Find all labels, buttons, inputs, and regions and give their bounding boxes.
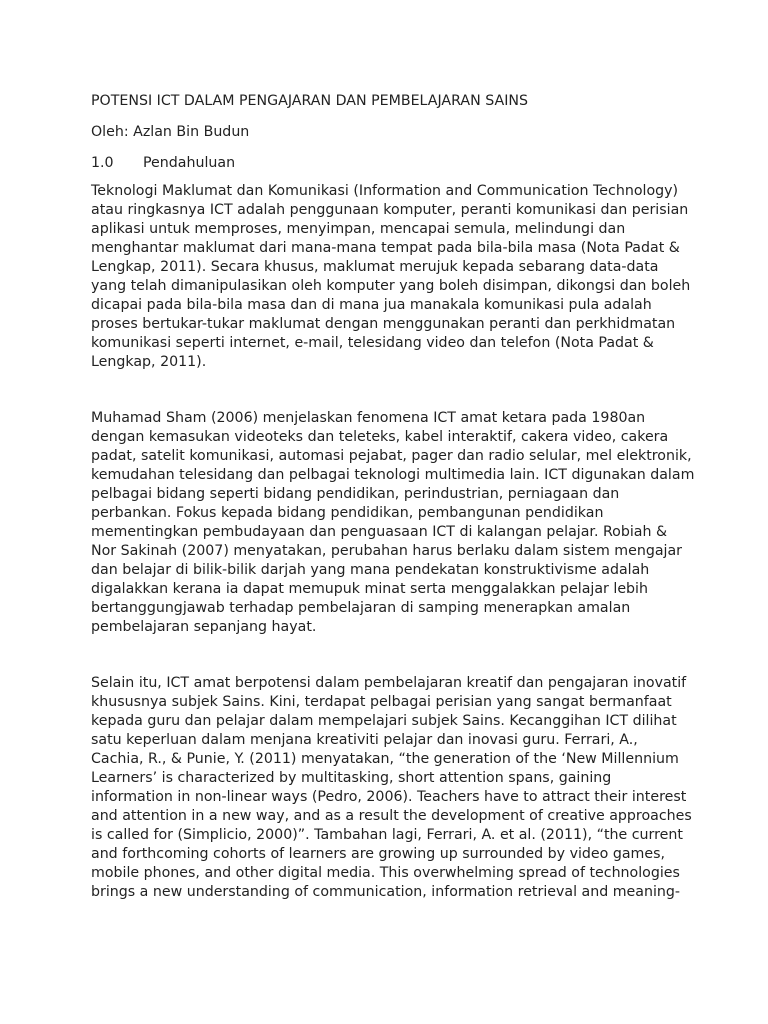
paragraph-line: proses bertukar-tukar maklumat dengan menggunakan peranti dan perkhidmatan	[91, 316, 676, 332]
paragraph-line: khususnya subjek Sains. Kini, terdapat pelbagai perisian yang sangat bermanfaat	[91, 694, 672, 710]
paragraph-line: yang telah dimanipulasikan oleh komputer yang boleh disimpan, dikongsi dan boleh	[91, 278, 691, 294]
paragraph-line: and forthcoming cohorts of learners are growing up surrounded by video games,	[91, 846, 665, 862]
paragraph-line: kepada guru dan pelajar dalam mempelajari subjek Sains. Kecanggihan ICT dilihat	[91, 713, 677, 729]
paragraph-line: and attention in a new way, and as a result the development of creative approaches	[91, 808, 692, 824]
paragraph-line: kemudahan telesidang dan pelbagai teknologi multimedia lain. ICT digunakan dalam	[91, 467, 695, 483]
paragraph-line: mementingkan pembudayaan dan penguasaan ICT di kalangan pelajar. Robiah &	[91, 524, 668, 540]
paragraph-line: dengan kemasukan videoteks dan teleteks, kabel interaktif, cakera video, cakera	[91, 429, 669, 445]
paragraph-line: bertanggungjawab terhadap pembelajaran di samping menerapkan amalan	[91, 600, 631, 616]
paragraph-line: digalakkan kerana ia dapat memupuk minat serta menggalakkan pelajar lebih	[91, 581, 648, 597]
document-body	[91, 92, 695, 902]
section-number: 1.0	[91, 155, 114, 171]
paragraph-line: Lengkap, 2011).	[91, 354, 207, 370]
paragraph-1	[91, 182, 691, 372]
paragraph-line: Cachia, R., & Punie, Y. (2011) menyatakan, “the generation of the ‘New Millennium	[91, 751, 679, 767]
paragraph-line: pelbagai bidang seperti bidang pendidikan, perindustrian, perniagaan dan	[91, 486, 620, 502]
paragraph-line: Nor Sakinah (2007) menyatakan, perubahan harus berlaku dalam sistem mengajar	[91, 543, 682, 559]
paragraph-line: pembelajaran sepanjang hayat.	[91, 619, 317, 635]
paragraph-line: Selain itu, ICT amat berpotensi dalam pembelajaran kreatif dan pengajaran inovatif	[91, 675, 687, 691]
paragraph-3	[91, 674, 691, 902]
paragraph-line: padat, satelit komunikasi, automasi pejabat, pager dan radio selular, mel elektronik,	[91, 448, 692, 464]
paragraph-line: dan belajar di bilik-bilik darjah yang mana pendekatan konstruktivisme adalah	[91, 562, 650, 578]
paragraph-line: Teknologi Maklumat dan Komunikasi (Information and Communication Technology)	[91, 183, 679, 199]
paragraph-line: aplikasi untuk memproses, menyimpan, mencapai semula, melindungi dan	[91, 221, 626, 237]
paragraph-line: brings a new understanding of communication, information retrieval and meaning-	[91, 884, 681, 900]
paragraph-line: Learners’ is characterized by multitasking, short attention spans, gaining	[91, 770, 612, 786]
document-title: POTENSI ICT DALAM PENGAJARAN DAN PEMBELAJARAN SAINS	[91, 93, 529, 109]
paragraph-line: is called for (Simplicio, 2000)”. Tambahan lagi, Ferrari, A. et al. (2011), “the current	[91, 827, 683, 843]
paragraph-line: perbankan. Fokus kepada bidang pendidikan, pembangunan pendidikan	[91, 505, 604, 521]
section-heading	[91, 154, 691, 173]
paragraph-2	[91, 409, 695, 637]
paragraph-line: Muhamad Sham (2006) menjelaskan fenomena ICT amat ketara pada 1980an	[91, 410, 646, 426]
paragraph-line: mobile phones, and other digital media. This overwhelming spread of technologies	[91, 865, 680, 881]
paragraph-line: Lengkap, 2011). Secara khusus, maklumat merujuk kepada sebarang data-data	[91, 259, 659, 275]
paragraph-line: satu keperluan dalam menjana kreativiti pelajar dan inovasi guru. Ferrari, A.,	[91, 732, 638, 748]
paragraph-line: atau ringkasnya ICT adalah penggunaan komputer, peranti komunikasi dan perisian	[91, 202, 689, 218]
document-author: Oleh: Azlan Bin Budun	[91, 124, 250, 140]
paragraph-line: menghantar maklumat dari mana-mana tempat pada bila-bila masa (Nota Padat &	[91, 240, 680, 256]
paragraph-line: dicapai pada bila-bila masa dan di mana jua manakala komunikasi pula adalah	[91, 297, 652, 313]
paragraph-line: information in non-linear ways (Pedro, 2006). Teachers have to attract their interest	[91, 789, 687, 805]
section-title: Pendahuluan	[143, 155, 236, 171]
paragraph-line: komunikasi seperti internet, e-mail, telesidang video dan telefon (Nota Padat &	[91, 335, 654, 351]
